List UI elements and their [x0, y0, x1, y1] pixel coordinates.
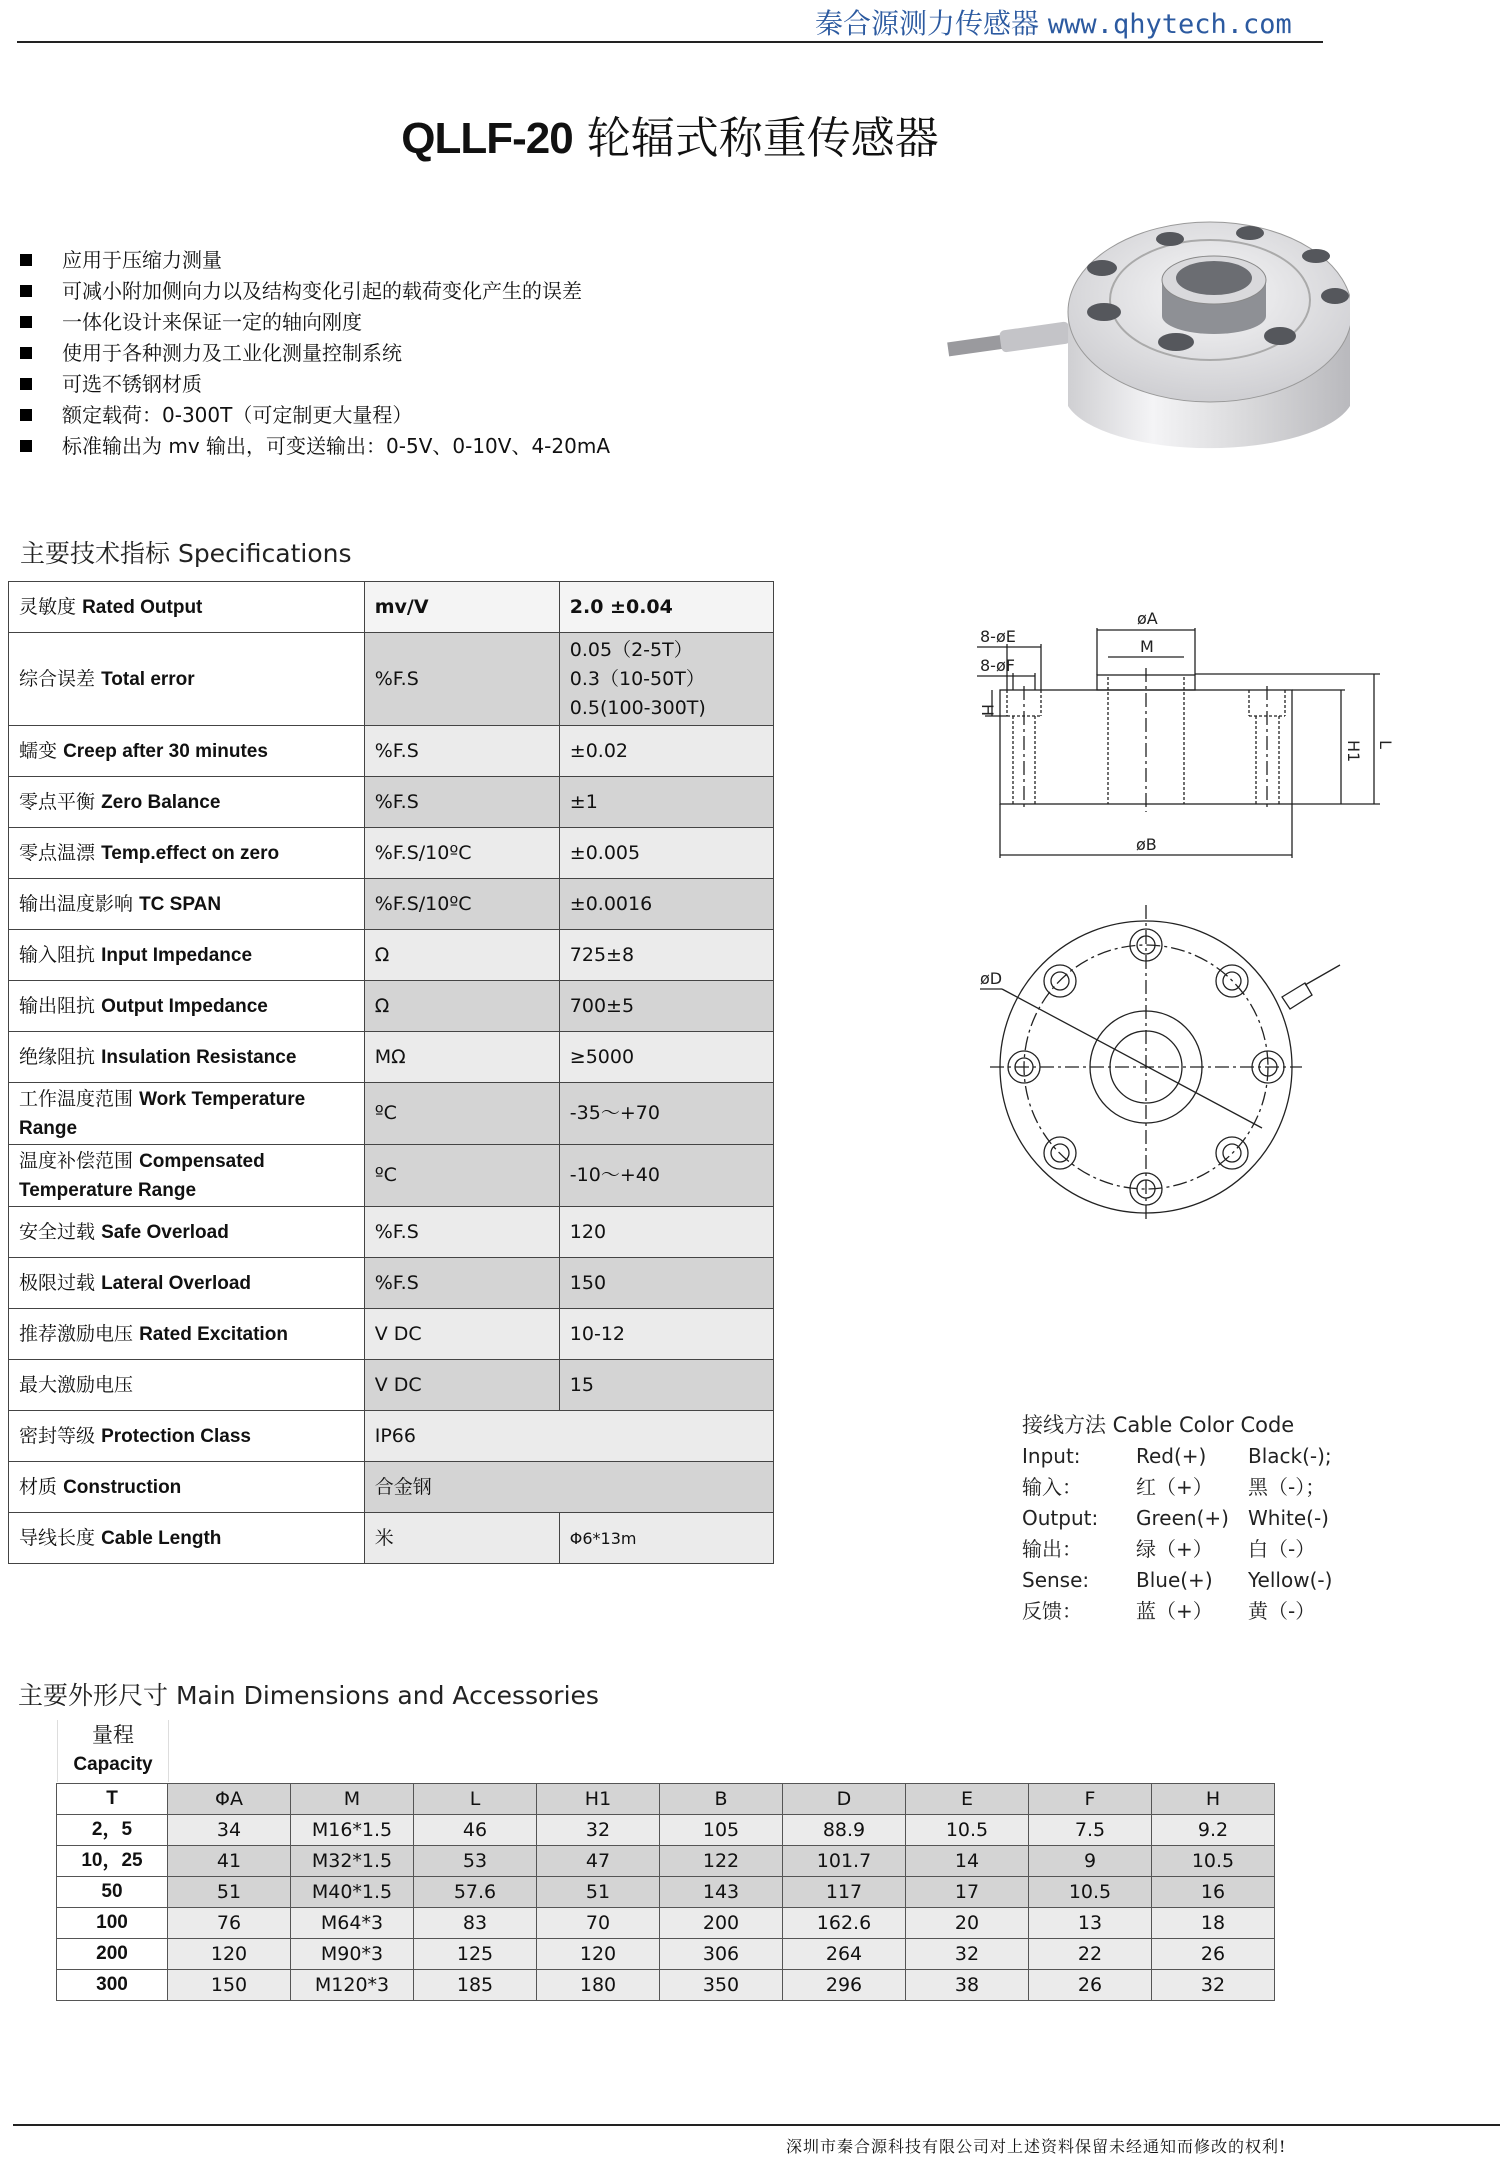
spec-name: 极限过载 Lateral Overload [9, 1258, 365, 1309]
dimension-cell: 105 [660, 1815, 783, 1846]
dimension-cell: 143 [660, 1877, 783, 1908]
page-title [0, 102, 1340, 166]
dimension-cell: 41 [168, 1846, 291, 1877]
spec-unit: V DC [364, 1309, 559, 1360]
dimensions-heading: 主要外形尺寸 Main Dimensions and Accessories [18, 1681, 599, 1710]
dimension-cell: 34 [168, 1815, 291, 1846]
feature-item: 额定载荷：0-300T（可定制更大量程） [18, 399, 610, 430]
dimension-cell: 16 [1152, 1877, 1275, 1908]
dimension-cell: 17 [906, 1877, 1029, 1908]
dimension-cell: M120*3 [291, 1970, 414, 2001]
spec-name: 蠕变 Creep after 30 minutes [9, 726, 365, 777]
spec-value: 725±8 [559, 930, 773, 981]
dimensions-row [57, 1970, 1275, 2001]
spec-row [9, 981, 774, 1032]
feature-item: 可选不锈钢材质 [18, 368, 610, 399]
cable-row: 输出： 绿（+） 白（-） [1022, 1537, 1316, 1561]
dimension-cell: 296 [783, 1970, 906, 2001]
spec-row [9, 1207, 774, 1258]
label-h: H [978, 704, 997, 717]
spec-unit: Ω [364, 981, 559, 1032]
spec-value: ±0.02 [559, 726, 773, 777]
spec-row [9, 726, 774, 777]
spec-unit: 合金钢 [364, 1462, 773, 1513]
label-dia-e: 8-øE [980, 627, 1016, 646]
spec-unit: ºC [364, 1083, 559, 1145]
spec-value: 15 [559, 1360, 773, 1411]
label-l: L [1376, 740, 1395, 749]
spec-row [9, 1462, 774, 1513]
model-number: QLLF-20 [401, 114, 573, 163]
feature-item: 标准输出为 mv 输出，可变送输出：0-5V、0-10V、4-20mA [18, 430, 610, 461]
capacity-cell: 50 [57, 1877, 168, 1908]
spec-name: 工作温度范围 Work Temperature Range [9, 1083, 365, 1145]
spec-name: 推荐激励电压 Rated Excitation [9, 1309, 365, 1360]
dimension-cell: 150 [168, 1970, 291, 2001]
dimension-cell: 125 [414, 1939, 537, 1970]
dimension-cell: 162.6 [783, 1908, 906, 1939]
column-header: E [906, 1784, 1029, 1815]
spec-value: ±0.005 [559, 828, 773, 879]
dimension-cell: 26 [1152, 1939, 1275, 1970]
spec-value: 120 [559, 1207, 773, 1258]
dimension-cell: 180 [537, 1970, 660, 2001]
column-header: B [660, 1784, 783, 1815]
spec-value: 10-12 [559, 1309, 773, 1360]
dimension-cell: M64*3 [291, 1908, 414, 1939]
dimension-cell: 32 [1152, 1970, 1275, 2001]
footer-notice: 深圳市秦合源科技有限公司对上述资料保留未经通知而修改的权利! [786, 2137, 1287, 2156]
spec-name: 综合误差 Total error [9, 633, 365, 726]
dimension-cell: 51 [168, 1877, 291, 1908]
spec-value: 700±5 [559, 981, 773, 1032]
bullet-icon [20, 440, 32, 452]
top-view-drawing [950, 905, 1350, 1225]
column-header: L [414, 1784, 537, 1815]
spec-row [9, 1083, 774, 1145]
dimension-cell: 53 [414, 1846, 537, 1877]
spec-value: Φ6*13m [559, 1513, 773, 1564]
spec-unit: %F.S [364, 726, 559, 777]
feature-item: 可减小附加侧向力以及结构变化引起的载荷变化产生的误差 [18, 275, 610, 306]
dimension-cell: M16*1.5 [291, 1815, 414, 1846]
label-dia-f: 8-øF [980, 656, 1015, 675]
dimensions-row [57, 1877, 1275, 1908]
feature-item: 应用于压缩力测量 [18, 244, 610, 275]
spec-row [9, 1032, 774, 1083]
label-dia-d: øD [980, 969, 1003, 988]
spec-name: 输出温度影响 TC SPAN [9, 879, 365, 930]
spec-unit: Ω [364, 930, 559, 981]
dimension-cell: 101.7 [783, 1846, 906, 1877]
spec-name: 零点平衡 Zero Balance [9, 777, 365, 828]
spec-row [9, 828, 774, 879]
dimension-cell: 122 [660, 1846, 783, 1877]
spec-row [9, 1258, 774, 1309]
spec-row [9, 633, 774, 726]
spec-unit: MΩ [364, 1032, 559, 1083]
dimension-cell: 76 [168, 1908, 291, 1939]
spec-name: 材质 Construction [9, 1462, 365, 1513]
column-header: F [1029, 1784, 1152, 1815]
spec-name: 输入阻抗 Input Impedance [9, 930, 365, 981]
footer-divider [13, 2124, 1500, 2126]
dimensions-row [57, 1815, 1275, 1846]
dimension-cell: 22 [1029, 1939, 1152, 1970]
spec-name: 绝缘阻抗 Insulation Resistance [9, 1032, 365, 1083]
dimension-cell: 117 [783, 1877, 906, 1908]
dimension-cell: M90*3 [291, 1939, 414, 1970]
bullet-icon [20, 409, 32, 421]
capacity-cell: 100 [57, 1908, 168, 1939]
spec-unit: ºC [364, 1145, 559, 1207]
bullet-icon [20, 347, 32, 359]
spec-unit: %F.S [364, 1207, 559, 1258]
spec-name: 输出阻抗 Output Impedance [9, 981, 365, 1032]
bullet-icon [20, 316, 32, 328]
product-name: 轮辐式称重传感器 [586, 113, 939, 164]
dimensions-row [57, 1908, 1275, 1939]
spec-value: ±0.0016 [559, 879, 773, 930]
dimension-cell: 20 [906, 1908, 1029, 1939]
bullet-icon [20, 378, 32, 390]
cable-title: 接线方法 Cable Color Code [1022, 1413, 1295, 1437]
cable-row: Sense: Blue(+) Yellow(-) [1022, 1568, 1333, 1592]
dimension-cell: 13 [1029, 1908, 1152, 1939]
bullet-icon [20, 254, 32, 266]
spec-unit: %F.S [364, 777, 559, 828]
capacity-header: 量程 Capacity [57, 1720, 169, 1782]
spec-value: -10～+40 [559, 1145, 773, 1207]
capacity-cell: 10，25 [57, 1846, 168, 1877]
bullet-icon [20, 285, 32, 297]
cable-color-code [1022, 1410, 1332, 1627]
column-header: M [291, 1784, 414, 1815]
dimension-cell: 10.5 [1152, 1846, 1275, 1877]
label-h1: H1 [1344, 740, 1363, 763]
dimension-cell: 18 [1152, 1908, 1275, 1939]
spec-row [9, 582, 774, 633]
spec-row [9, 1360, 774, 1411]
label-m: M [1140, 637, 1154, 656]
spec-unit: V DC [364, 1360, 559, 1411]
column-header: H1 [537, 1784, 660, 1815]
cable-row: Output: Green(+) White(-) [1022, 1506, 1329, 1530]
column-header: T [57, 1784, 168, 1815]
column-header: D [783, 1784, 906, 1815]
header-divider [17, 41, 1323, 43]
spec-value: ±1 [559, 777, 773, 828]
spec-unit: 米 [364, 1513, 559, 1564]
dimension-cell: 32 [537, 1815, 660, 1846]
feature-item: 一体化设计来保证一定的轴向刚度 [18, 306, 610, 337]
spec-row [9, 879, 774, 930]
dimension-cell: 9 [1029, 1846, 1152, 1877]
dimension-cell: 83 [414, 1908, 537, 1939]
dimension-cell: 70 [537, 1908, 660, 1939]
spec-row [9, 1513, 774, 1564]
dimensions-header-row [57, 1784, 1275, 1815]
product-photo [940, 206, 1350, 462]
dimension-cell: 200 [660, 1908, 783, 1939]
dimensions-row [57, 1846, 1275, 1877]
label-dia-b: øB [1136, 835, 1157, 854]
spec-row [9, 1309, 774, 1360]
dimension-cell: M40*1.5 [291, 1877, 414, 1908]
cable-row: 反馈： 蓝（+） 黄（-） [1022, 1599, 1316, 1623]
specifications-table [8, 581, 774, 1564]
side-view-drawing [930, 600, 1410, 870]
label-dia-a: øA [1137, 609, 1158, 628]
header-brand [815, 2, 1292, 42]
column-header: H [1152, 1784, 1275, 1815]
spec-name: 导线长度 Cable Length [9, 1513, 365, 1564]
capacity-cell: 2，5 [57, 1815, 168, 1846]
capacity-cell: 200 [57, 1939, 168, 1970]
dimension-cell: 51 [537, 1877, 660, 1908]
spec-unit: %F.S/10ºC [364, 828, 559, 879]
feature-list [18, 244, 610, 461]
spec-unit: mv/V [364, 582, 559, 633]
dimension-cell: 185 [414, 1970, 537, 2001]
spec-value: -35～+70 [559, 1083, 773, 1145]
dimension-cell: 26 [1029, 1970, 1152, 2001]
dimension-cell: 9.2 [1152, 1815, 1275, 1846]
dimensions-table [56, 1783, 1275, 2001]
dimension-cell: 38 [906, 1970, 1029, 2001]
spec-value: ≥5000 [559, 1032, 773, 1083]
dimension-cell: 10.5 [1029, 1877, 1152, 1908]
spec-unit: %F.S [364, 633, 559, 726]
cable-row: Input: Red(+) Black(-); [1022, 1444, 1332, 1468]
spec-row [9, 1145, 774, 1207]
spec-name: 温度补偿范围 Compensated Temperature Range [9, 1145, 365, 1207]
dimension-cell: M32*1.5 [291, 1846, 414, 1877]
spec-value: 150 [559, 1258, 773, 1309]
spec-unit: %F.S/10ºC [364, 879, 559, 930]
feature-item: 使用于各种测力及工业化测量控制系统 [18, 337, 610, 368]
spec-row [9, 930, 774, 981]
spec-unit: IP66 [364, 1411, 773, 1462]
spec-name: 密封等级 Protection Class [9, 1411, 365, 1462]
dimensions-row [57, 1939, 1275, 1970]
spec-value: 0.05（2-5T） 0.3（10-50T） 0.5(100-300T) [559, 633, 773, 726]
dimension-cell: 306 [660, 1939, 783, 1970]
spec-value: 2.0 ±0.04 [559, 582, 773, 633]
dimension-cell: 88.9 [783, 1815, 906, 1846]
dimension-cell: 264 [783, 1939, 906, 1970]
spec-row [9, 1411, 774, 1462]
spec-name: 灵敏度 Rated Output [9, 582, 365, 633]
spec-unit: %F.S [364, 1258, 559, 1309]
dimension-cell: 46 [414, 1815, 537, 1846]
dimension-cell: 10.5 [906, 1815, 1029, 1846]
dimension-cell: 47 [537, 1846, 660, 1877]
dimension-cell: 120 [168, 1939, 291, 1970]
spec-name: 零点温漂 Temp.effect on zero [9, 828, 365, 879]
spec-name: 最大激励电压 [9, 1360, 365, 1411]
brand-name: 秦合源测力传感器 [815, 7, 1040, 40]
spec-row [9, 777, 774, 828]
dimension-cell: 350 [660, 1970, 783, 2001]
dimension-cell: 32 [906, 1939, 1029, 1970]
spec-name: 安全过载 Safe Overload [9, 1207, 365, 1258]
column-header: ΦA [168, 1784, 291, 1815]
capacity-cell: 300 [57, 1970, 168, 2001]
dimension-cell: 7.5 [1029, 1815, 1152, 1846]
dimension-cell: 57.6 [414, 1877, 537, 1908]
dimension-cell: 120 [537, 1939, 660, 1970]
cable-row: 输入： 红（+） 黑（-）； [1022, 1475, 1326, 1499]
dimension-cell: 14 [906, 1846, 1029, 1877]
specifications-heading: 主要技术指标 Specifications [20, 539, 352, 568]
brand-url[interactable]: www.qhytech.com [1047, 9, 1292, 40]
